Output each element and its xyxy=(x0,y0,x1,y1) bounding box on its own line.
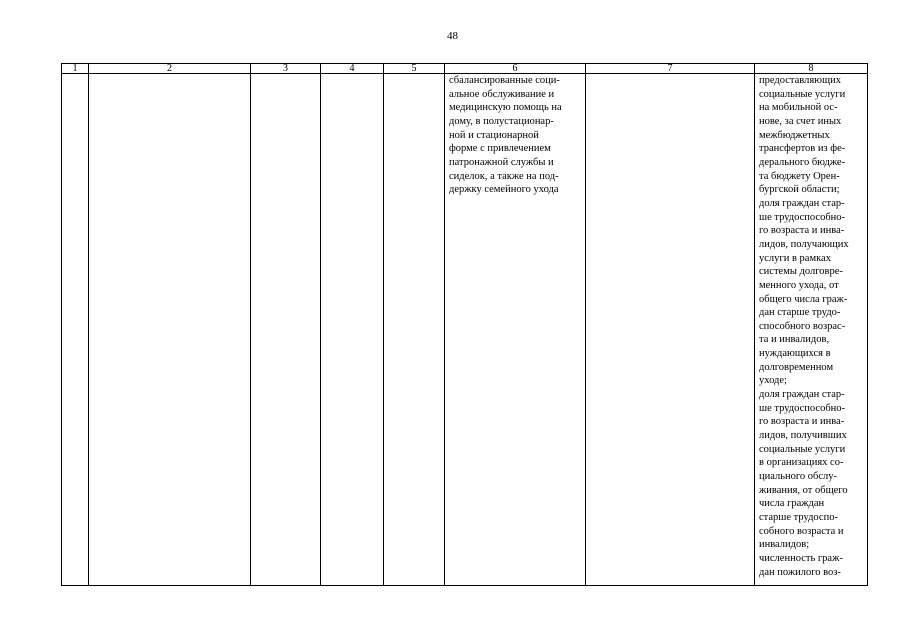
cell-col-6-text xyxy=(445,74,585,197)
text-line: альное обслуживание и xyxy=(449,88,555,100)
text-line: нуждающихся в xyxy=(759,348,831,360)
text-line: социальные услуги xyxy=(759,443,846,455)
text-line: инвалидов; xyxy=(759,539,810,551)
text-line: сиделок, а также на под- xyxy=(449,170,559,182)
column-header-2: 2 xyxy=(89,64,251,74)
cell-col-1 xyxy=(62,74,89,586)
text-line: доля граждан стар- xyxy=(759,389,845,401)
text-line: предоставляющих xyxy=(759,75,841,86)
text-line: долговременном xyxy=(759,361,834,373)
text-line: трансфертов из фе- xyxy=(759,143,846,155)
text-line: менного ухода, от xyxy=(759,279,839,291)
text-line: патронажной службы и xyxy=(449,156,554,168)
text-line: дан старше трудо- xyxy=(759,307,841,319)
text-line: дому, в полустационар- xyxy=(449,115,554,127)
cell-col-8 xyxy=(755,74,868,586)
text-line: го возраста и инва- xyxy=(759,225,845,237)
text-line: численность граж- xyxy=(759,552,843,564)
text-line: социальные услуги xyxy=(759,88,846,100)
text-line: та бюджету Орен- xyxy=(759,170,840,182)
page-number: 48 xyxy=(447,30,458,42)
cell-col-5 xyxy=(384,74,445,586)
cell-col-2 xyxy=(89,74,251,586)
text-line: живания, от общего xyxy=(759,484,848,496)
text-line: ше трудоспособно- xyxy=(759,402,846,414)
text-line: бургской области; xyxy=(759,184,840,196)
text-line: нове, за счет иных xyxy=(759,115,842,127)
cell-col-7 xyxy=(586,74,755,586)
text-line: лидов, получающих xyxy=(759,238,849,250)
text-line: старше трудоспо- xyxy=(759,512,838,523)
column-header-8: 8 xyxy=(755,64,868,74)
text-line: системы долговре- xyxy=(759,266,843,278)
text-line: форме с привлечением xyxy=(449,143,551,155)
text-line: числа граждан xyxy=(759,498,825,510)
text-line: межбюджетных xyxy=(759,129,830,141)
text-line: собного возраста и xyxy=(759,525,844,537)
column-header-6: 6 xyxy=(445,64,586,74)
table-header-row xyxy=(62,64,868,74)
cell-col-8-text xyxy=(755,74,867,579)
column-header-3: 3 xyxy=(251,64,321,74)
text-line: держку семейного ухода xyxy=(449,184,559,196)
document-table xyxy=(61,63,868,586)
cell-col-3 xyxy=(251,74,321,586)
text-line: на мобильной ос- xyxy=(759,102,838,114)
text-line: лидов, получивших xyxy=(759,430,847,442)
text-line: доля граждан стар- xyxy=(759,197,845,209)
table-row xyxy=(62,74,868,586)
cell-col-4 xyxy=(321,74,384,586)
text-line: дерального бюдже- xyxy=(759,156,846,168)
column-header-7: 7 xyxy=(586,64,755,74)
text-line: го возраста и инва- xyxy=(759,416,845,428)
text-line: способного возрас- xyxy=(759,320,846,332)
column-header-1: 1 xyxy=(62,64,89,74)
cell-col-6 xyxy=(445,74,586,586)
text-line: та и инвалидов, xyxy=(759,334,830,346)
text-line: ше трудоспособно- xyxy=(759,211,846,223)
text-line: общего числа граж- xyxy=(759,293,848,305)
text-line: дан пожилого воз- xyxy=(759,566,841,578)
text-line: циального обслу- xyxy=(759,471,838,483)
text-line: ной и стационарной xyxy=(449,129,539,141)
text-line: сбалансированные соци- xyxy=(449,75,560,86)
text-line: в организациях со- xyxy=(759,457,844,469)
text-line: медицинскую помощь на xyxy=(449,102,562,114)
column-header-5: 5 xyxy=(384,64,445,74)
column-header-4: 4 xyxy=(321,64,384,74)
text-line: уходе; xyxy=(759,375,787,387)
text-line: услуги в рамках xyxy=(759,252,831,264)
